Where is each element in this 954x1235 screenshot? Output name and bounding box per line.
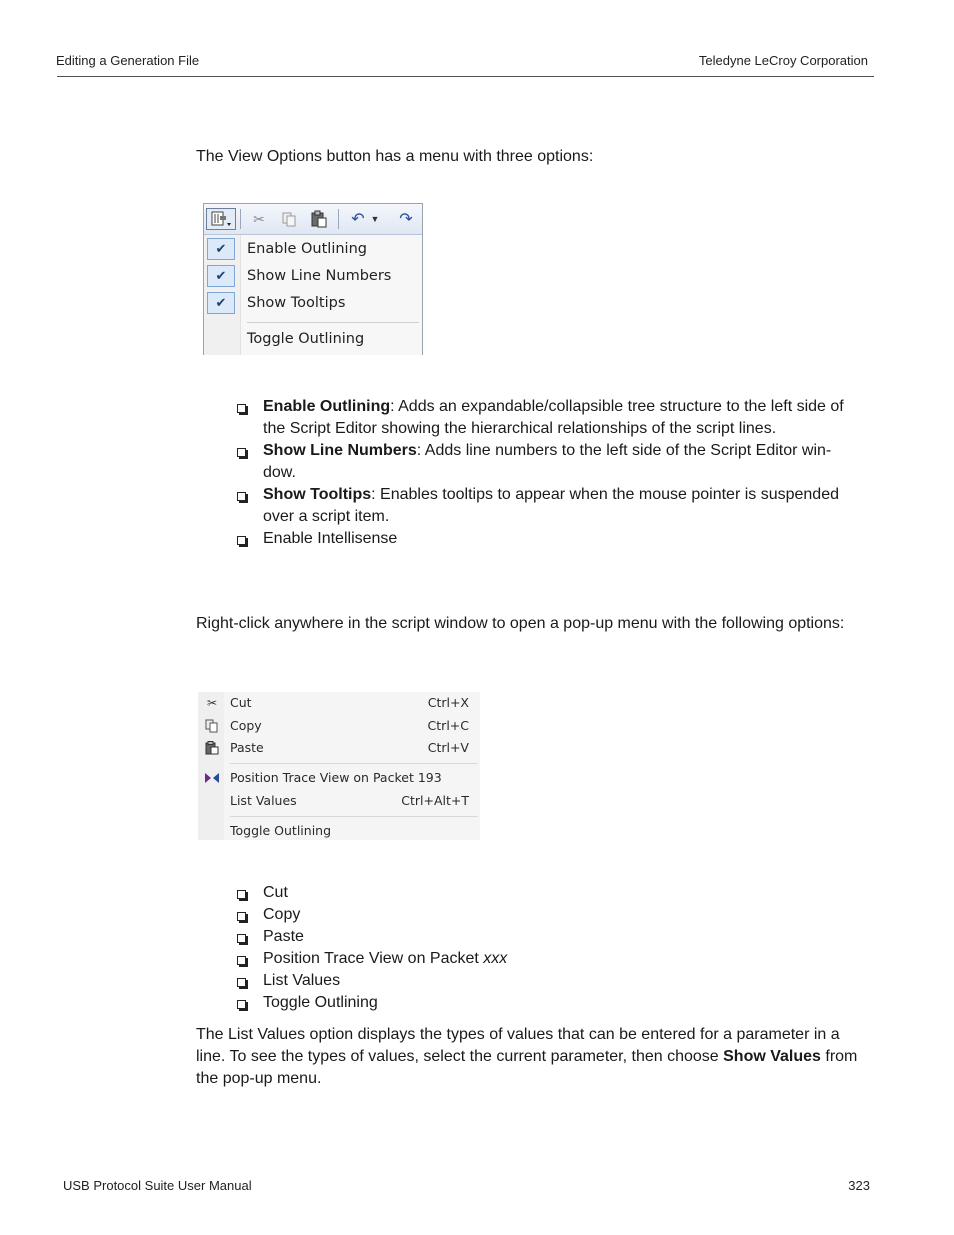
page-number: 323 xyxy=(848,1178,870,1193)
menu-separator xyxy=(247,322,419,323)
list-text: Paste xyxy=(263,928,304,945)
list-text: Copy xyxy=(263,906,301,923)
paragraph-bold: Show Values xyxy=(723,1048,821,1065)
check-icon: ✔ xyxy=(207,292,235,314)
menu-separator xyxy=(230,763,478,764)
bullet-box-icon xyxy=(237,912,246,921)
menu-item-label: Toggle Outlining xyxy=(230,823,332,838)
paste-icon xyxy=(204,740,220,756)
menu-item-shortcut: Ctrl+Alt+T xyxy=(401,793,469,808)
running-header-left: Editing a Generation File xyxy=(56,53,200,68)
menu-item-label: Paste xyxy=(230,740,264,755)
view-options-list xyxy=(237,396,849,550)
list-item xyxy=(237,484,849,528)
menu-item-shortcut: Ctrl+X xyxy=(427,695,469,710)
list-text: : Enables tooltips to appear when the mouse pointer is suspended over a script item. xyxy=(263,486,839,525)
menu-item-label: Cut xyxy=(230,695,252,710)
list-item xyxy=(237,970,849,992)
context-menu-item-paste[interactable] xyxy=(198,738,480,758)
list-item xyxy=(237,396,849,440)
bullet-box-icon xyxy=(237,448,246,457)
menu-item-label: Copy xyxy=(230,718,262,733)
list-term: Enable Outlining xyxy=(263,398,391,415)
menu-item-shortcut: Ctrl+V xyxy=(427,740,469,755)
list-term: Show Line Numbers xyxy=(263,442,417,459)
view-options-menu xyxy=(204,235,422,355)
menu-gutter xyxy=(198,692,224,840)
list-item xyxy=(237,926,849,948)
cut-icon[interactable]: ✂ xyxy=(253,210,265,227)
list-text: Cut xyxy=(263,884,288,901)
menu-item-label: List Values xyxy=(230,793,297,808)
view-options-icon[interactable] xyxy=(206,208,236,230)
running-header-right: Teledyne LeCroy Corporation xyxy=(698,53,868,68)
popup-options-list xyxy=(237,882,849,1014)
menu-item-enable-outlining[interactable]: Enable Outlining xyxy=(247,241,367,257)
paragraph-text: from the pop-up menu. xyxy=(196,1048,858,1087)
bullet-box-icon xyxy=(237,536,246,545)
menu-item-shortcut: Ctrl+C xyxy=(427,718,469,733)
list-item xyxy=(237,440,849,484)
check-icon: ✔ xyxy=(207,238,235,260)
running-footer-left: USB Protocol Suite User Manual xyxy=(63,1178,252,1193)
list-text: Position Trace View on Packet xyxy=(263,950,484,967)
toolbar-separator xyxy=(240,209,241,229)
redo-icon[interactable]: ↷ xyxy=(399,211,413,228)
list-text: Enable Intellisense xyxy=(263,530,398,547)
view-options-screenshot xyxy=(203,203,423,355)
paragraph-text: The List Values option displays the types of values that can be entered for a parameter in a line. To see the types of values, select the current parameter, then choose xyxy=(196,1026,840,1065)
context-menu-screenshot xyxy=(198,692,480,840)
bullet-box-icon xyxy=(237,404,246,413)
trace-view-icon xyxy=(204,770,220,786)
list-item xyxy=(237,528,849,550)
cut-icon: ✂ xyxy=(206,696,218,710)
context-menu-item-position-trace-view[interactable] xyxy=(198,768,480,788)
list-text-italic: xxx xyxy=(483,950,508,967)
list-item xyxy=(237,904,849,926)
context-menu-item-toggle-outlining[interactable] xyxy=(198,821,480,841)
menu-item-toggle-outlining[interactable]: Toggle Outlining xyxy=(247,331,365,347)
bullet-box-icon xyxy=(237,890,246,899)
bullet-box-icon xyxy=(237,934,246,943)
context-menu-item-list-values[interactable] xyxy=(198,791,480,811)
menu-separator xyxy=(230,816,478,817)
header-rule xyxy=(57,76,874,77)
list-text: Toggle Outlining xyxy=(263,994,378,1011)
toolbar-separator xyxy=(338,209,339,229)
bullet-box-icon xyxy=(237,956,246,965)
menu-item-show-tooltips[interactable]: Show Tooltips xyxy=(247,295,346,311)
list-text: : Adds an expandable/collapsible tree structure to the left side of the Script Editor showing the hierarchical relationships of the script lines. xyxy=(263,398,844,437)
bullet-box-icon xyxy=(237,492,246,501)
list-item xyxy=(237,948,849,970)
undo-icon[interactable]: ↶ xyxy=(351,211,365,228)
dropdown-icon[interactable]: ▼ xyxy=(370,214,380,224)
list-item xyxy=(237,992,849,1014)
paste-icon[interactable] xyxy=(308,208,330,230)
context-menu-item-copy[interactable] xyxy=(198,716,480,736)
context-menu-item-cut[interactable] xyxy=(198,693,480,713)
list-text: List Values xyxy=(263,972,341,989)
view-options-intro: The View Options button has a menu with three options: xyxy=(196,148,594,165)
list-values-paragraph xyxy=(196,1024,871,1090)
bullet-box-icon xyxy=(237,1000,246,1009)
list-item xyxy=(237,882,849,904)
script-toolbar xyxy=(204,204,422,235)
popup-menu-intro: Right-click anywhere in the script window to open a pop-up menu with the following options: xyxy=(196,615,845,632)
menu-item-label: Position Trace View on Packet 193 xyxy=(230,770,442,785)
check-icon: ✔ xyxy=(207,265,235,287)
copy-icon xyxy=(204,718,220,734)
copy-icon[interactable] xyxy=(278,208,300,230)
bullet-box-icon xyxy=(237,978,246,987)
list-term: Show Tooltips xyxy=(263,486,372,503)
list-text: : Adds line numbers to the left side of the Script Editor win-dow. xyxy=(263,442,832,481)
menu-item-show-line-numbers[interactable]: Show Line Numbers xyxy=(247,268,392,284)
